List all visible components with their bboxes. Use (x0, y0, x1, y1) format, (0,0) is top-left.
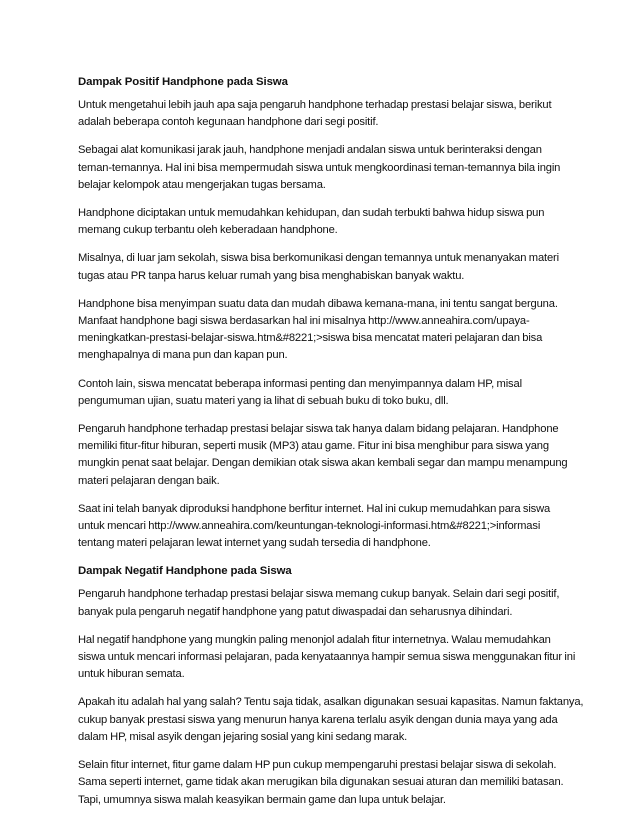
paragraph (78, 694, 584, 746)
text-line: memiliki fitur-fitur hiburan, seperti musik (MP3) atau game. Fitur ini bisa menghibur para siswa yang (78, 440, 549, 453)
text-line: Untuk mengetahui lebih jauh apa saja pengaruh handphone terhadap prestasi belajar siswa, berikut (78, 99, 552, 111)
paragraph (78, 250, 578, 284)
text-line: Tapi, umumnya siswa malah keasyikan bermain game dan lupa untuk belajar. (78, 793, 446, 806)
text-line: untuk hiburan semata. (78, 668, 185, 681)
text-line: Selain fitur internet, fitur game dalam HP pun cukup mempengaruhi prestasi belajar siswa di sekolah. (78, 759, 557, 772)
paragraph (78, 586, 578, 620)
paragraph (78, 97, 578, 131)
paragraph (78, 757, 578, 809)
paragraph (78, 296, 578, 365)
text-line: Manfaat handphone bagi siswa berdasarkan hal ini misalnya http://www.anneahira.com/upaya- (78, 315, 530, 328)
section-heading-negative: Dampak Negatif Handphone pada Siswa (78, 565, 292, 578)
paragraph (78, 632, 578, 684)
text-line: Sama seperti internet, game tidak akan merugikan bila digunakan sesuai aturan dan memiliki batasan. (78, 776, 564, 789)
text-line: tugas atau PR tanpa harus keluar rumah yang bisa menghabiskan banyak waktu. (78, 269, 465, 282)
text-line: memang cukup terbantu oleh keberadaan handphone. (78, 224, 338, 237)
text-line: Misalnya, di luar jam sekolah, siswa bisa berkomunikasi dengan temannya untuk menanyakan materi (78, 252, 559, 265)
text-line: adalah beberapa contoh kegunaan handphone dari segi positif. (78, 116, 379, 129)
text-line: Contoh lain, siswa mencatat beberapa informasi penting dan menyimpannya dalam HP, misal (78, 377, 522, 390)
text-line: Pengaruh handphone terhadap prestasi belajar siswa memang cukup banyak. Selain dari segi positif, (78, 588, 560, 601)
section-heading-positive: Dampak Positif Handphone pada Siswa (78, 76, 288, 88)
text-line: banyak pula pengaruh negatif handphone yang patut diwaspadai dan seharusnya dihindari. (78, 605, 513, 618)
text-line: untuk mencari http://www.anneahira.com/keuntungan-teknologi-informasi.htm&#8221;>informasi (78, 520, 541, 533)
text-line: tentang materi pelajaran lewat internet yang sudah tersedia di handphone. (78, 537, 431, 550)
text-line: mungkin penat saat belajar. Dengan demikian otak siswa akan kembali segar dan mampu menampung (78, 457, 568, 470)
paragraph (78, 501, 578, 553)
text-line: Saat ini telah banyak diproduksi handphone berfitur internet. Hal ini cukup memudahkan para siswa (78, 502, 551, 515)
text-line: meningkatkan-prestasi-belajar-siswa.htm&#8221;>siswa bisa mencatat materi pelajaran dan bisa (78, 332, 543, 345)
text-line: Handphone bisa menyimpan suatu data dan mudah dibawa kemana-mana, ini tentu sangat berguna. (78, 297, 558, 310)
text-line: Sebagai alat komunikasi jarak jauh, handphone menjadi andalan siswa untuk berinteraksi dengan (78, 144, 542, 157)
text-line: belajar kelompok atau mengerjakan tugas bersama. (78, 178, 326, 191)
text-line: siswa untuk mencari informasi pelajaran, pada kenyataannya hampir semua siswa menggunakan fitur ini (78, 651, 576, 664)
text-line: materi pelajaran dengan baik. (78, 474, 220, 487)
paragraph (78, 205, 578, 239)
document-page (78, 74, 584, 820)
paragraph (78, 142, 578, 194)
text-line: teman-temannya. Hal ini bisa mempermudah siswa untuk mengkoordinasi teman-temannya bila ingin (78, 161, 561, 174)
paragraph (78, 376, 578, 410)
text-line: menghapalnya di mana pun dan kapan pun. (78, 349, 288, 362)
text-line: Apakah itu adalah hal yang salah? Tentu saja tidak, asalkan digunakan sesuai kapasitas. Namun faktanya, (78, 696, 584, 709)
paragraph (78, 421, 578, 490)
text-line: cukup banyak prestasi siswa yang menurun hanya karena terlalu asyik dengan dunia maya yang ada (78, 713, 558, 726)
text-line: pengumuman ujian, suatu materi yang ia lihat di sebuah buku di toko buku, dll. (78, 394, 449, 407)
text-line: Pengaruh handphone terhadap prestasi belajar siswa tak hanya dalam bidang pelajaran. Handphone (78, 423, 559, 436)
text-line: Hal negatif handphone yang mungkin paling menonjol adalah fitur internetnya. Walau memudahkan (78, 633, 551, 646)
text-line: Handphone diciptakan untuk memudahkan kehidupan, dan sudah terbukti bahwa hidup siswa pun (78, 207, 545, 220)
text-line: dalam HP, misal asyik dengan jejaring sosial yang kini sedang marak. (78, 730, 408, 743)
